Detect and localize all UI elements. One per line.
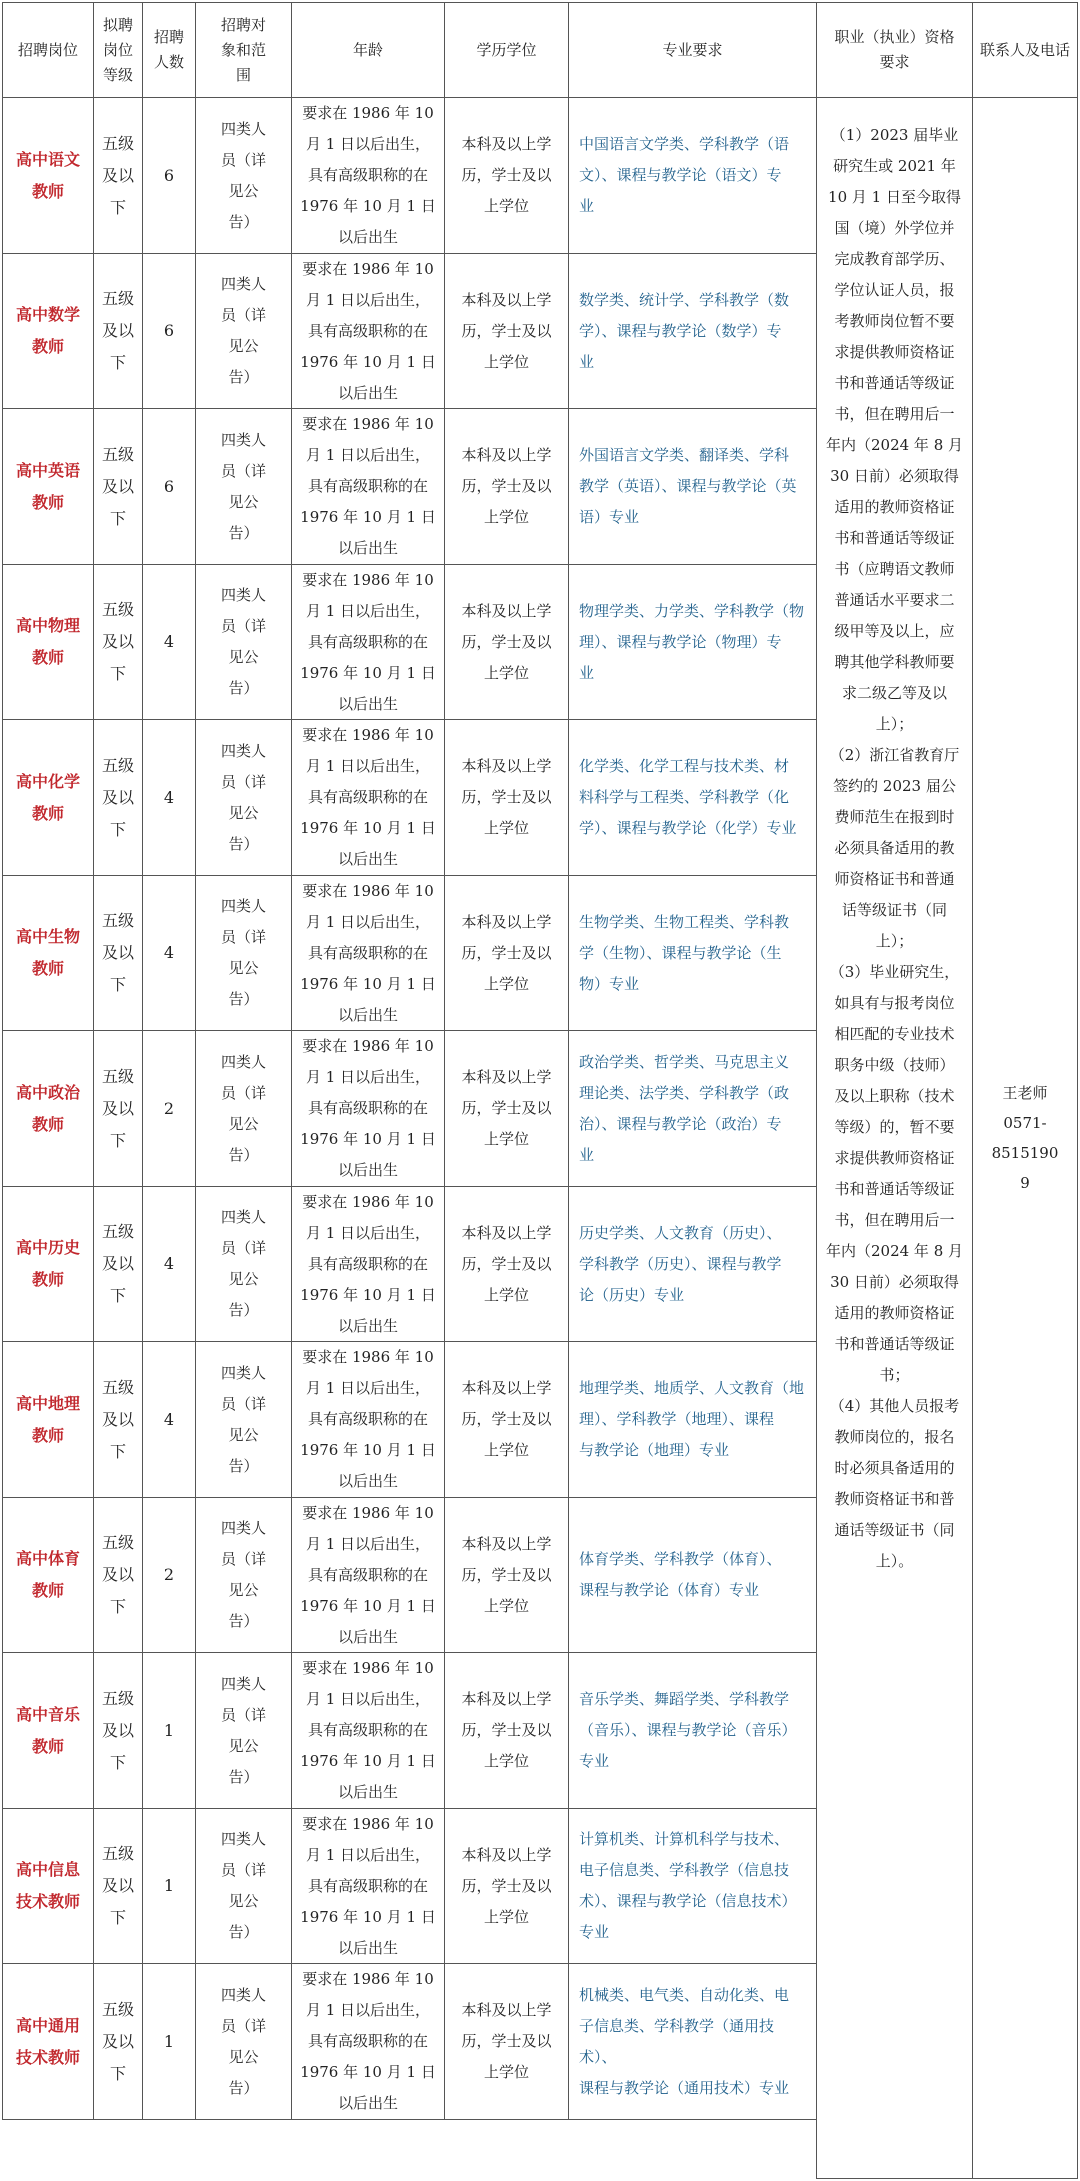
- education-cell: 本科及以上学 历，学士及以 上学位: [444, 875, 569, 1031]
- position-cell: 高中通用 技术教师: [2, 1963, 94, 2120]
- target-cell: 四类人 员（详 见公 告）: [195, 408, 292, 565]
- position-cell: 高中英语 教师: [2, 408, 94, 565]
- target-cell: 四类人 员（详 见公 告）: [195, 253, 292, 409]
- education-cell: 本科及以上学 历，学士及以 上学位: [444, 564, 569, 720]
- target-cell: 四类人 员（详 见公 告）: [195, 1341, 292, 1498]
- header-position: 招聘岗位: [2, 2, 94, 98]
- age-cell: 要求在 1986 年 10 月 1 日以后出生， 具有高级职称的在 1976 年 10 月 1 日 以后出生: [291, 1808, 445, 1964]
- target-cell: 四类人 员（详 见公 告）: [195, 875, 292, 1031]
- level-cell: 五级 及以 下: [93, 875, 143, 1031]
- target-cell: 四类人 员（详 见公 告）: [195, 1030, 292, 1187]
- level-cell: 五级 及以 下: [93, 1030, 143, 1187]
- education-cell: 本科及以上学 历，学士及以 上学位: [444, 408, 569, 565]
- count-cell: 4: [142, 1186, 196, 1342]
- education-cell: 本科及以上学 历，学士及以 上学位: [444, 1808, 569, 1964]
- education-cell: 本科及以上学 历，学士及以 上学位: [444, 1030, 569, 1187]
- major-cell: 外国语言文学类、翻译类、学科 教学（英语）、课程与教学论（英 语）专业: [568, 408, 817, 565]
- education-cell: 本科及以上学 历，学士及以 上学位: [444, 253, 569, 409]
- age-cell: 要求在 1986 年 10 月 1 日以后出生， 具有高级职称的在 1976 年 10 月 1 日 以后出生: [291, 875, 445, 1031]
- position-cell: 高中信息 技术教师: [2, 1808, 94, 1964]
- contact-info: 王老师 0571-8515190 9: [972, 97, 1078, 2179]
- education-cell: 本科及以上学 历，学士及以 上学位: [444, 1186, 569, 1342]
- level-cell: 五级 及以 下: [93, 1808, 143, 1964]
- count-cell: 6: [142, 253, 196, 409]
- education-cell: 本科及以上学 历，学士及以 上学位: [444, 1497, 569, 1653]
- level-cell: 五级 及以 下: [93, 1497, 143, 1653]
- count-cell: 2: [142, 1030, 196, 1187]
- education-cell: 本科及以上学 历，学士及以 上学位: [444, 1341, 569, 1498]
- count-cell: 2: [142, 1497, 196, 1653]
- count-cell: 1: [142, 1808, 196, 1964]
- major-cell: 中国语言文学类、学科教学（语 文）、课程与教学论（语文）专 业: [568, 97, 817, 254]
- target-cell: 四类人 员（详 见公 告）: [195, 1963, 292, 2120]
- major-cell: 化学类、化学工程与技术类、材 料科学与工程类、学科教学（化 学）、课程与教学论（化学）专业: [568, 719, 817, 876]
- age-cell: 要求在 1986 年 10 月 1 日以后出生， 具有高级职称的在 1976 年 10 月 1 日 以后出生: [291, 1030, 445, 1187]
- age-cell: 要求在 1986 年 10 月 1 日以后出生， 具有高级职称的在 1976 年 10 月 1 日 以后出生: [291, 1652, 445, 1809]
- level-cell: 五级 及以 下: [93, 1186, 143, 1342]
- level-cell: 五级 及以 下: [93, 408, 143, 565]
- age-cell: 要求在 1986 年 10 月 1 日以后出生， 具有高级职称的在 1976 年 10 月 1 日 以后出生: [291, 97, 445, 254]
- major-cell: 机械类、电气类、自动化类、电 子信息类、学科教学（通用技术）、 课程与教学论（通用技术）专业: [568, 1963, 817, 2120]
- level-cell: 五级 及以 下: [93, 1341, 143, 1498]
- header-target: 招聘对 象和范 围: [195, 2, 292, 98]
- education-cell: 本科及以上学 历，学士及以 上学位: [444, 1652, 569, 1809]
- header-age: 年龄: [291, 2, 445, 98]
- position-cell: 高中数学 教师: [2, 253, 94, 409]
- count-cell: 4: [142, 564, 196, 720]
- header-contact: 联系人及电话: [972, 2, 1078, 98]
- level-cell: 五级 及以 下: [93, 253, 143, 409]
- major-cell: 政治学类、哲学类、马克思主义 理论类、法学类、学科教学（政 治）、课程与教学论（政治）专 业: [568, 1030, 817, 1187]
- level-cell: 五级 及以 下: [93, 564, 143, 720]
- position-cell: 高中音乐 教师: [2, 1652, 94, 1809]
- recruitment-table: [2, 2, 1078, 2179]
- age-cell: 要求在 1986 年 10 月 1 日以后出生， 具有高级职称的在 1976 年 10 月 1 日 以后出生: [291, 1497, 445, 1653]
- major-cell: 生物学类、生物工程类、学科教 学（生物）、课程与教学论（生 物）专业: [568, 875, 817, 1031]
- target-cell: 四类人 员（详 见公 告）: [195, 1652, 292, 1809]
- major-cell: 音乐学类、舞蹈学类、学科教学 （音乐）、课程与教学论（音乐） 专业: [568, 1652, 817, 1809]
- age-cell: 要求在 1986 年 10 月 1 日以后出生， 具有高级职称的在 1976 年 10 月 1 日 以后出生: [291, 408, 445, 565]
- age-cell: 要求在 1986 年 10 月 1 日以后出生， 具有高级职称的在 1976 年 10 月 1 日 以后出生: [291, 564, 445, 720]
- age-cell: 要求在 1986 年 10 月 1 日以后出生， 具有高级职称的在 1976 年 10 月 1 日 以后出生: [291, 1963, 445, 2120]
- major-cell: 物理学类、力学类、学科教学（物 理）、课程与教学论（物理）专 业: [568, 564, 817, 720]
- header-count: 招聘 人数: [142, 2, 196, 98]
- level-cell: 五级 及以 下: [93, 1963, 143, 2120]
- level-cell: 五级 及以 下: [93, 1652, 143, 1809]
- position-cell: 高中语文 教师: [2, 97, 94, 254]
- count-cell: 4: [142, 719, 196, 876]
- age-cell: 要求在 1986 年 10 月 1 日以后出生， 具有高级职称的在 1976 年 10 月 1 日 以后出生: [291, 253, 445, 409]
- target-cell: 四类人 员（详 见公 告）: [195, 564, 292, 720]
- major-cell: 数学类、统计学、学科教学（数 学）、课程与教学论（数学）专 业: [568, 253, 817, 409]
- major-cell: 体育学类、学科教学（体育）、 课程与教学论（体育）专业: [568, 1497, 817, 1653]
- target-cell: 四类人 员（详 见公 告）: [195, 719, 292, 876]
- education-cell: 本科及以上学 历，学士及以 上学位: [444, 719, 569, 876]
- major-cell: 地理学类、地质学、人文教育（地 理）、学科教学（地理）、课程 与教学论（地理）专业: [568, 1341, 817, 1498]
- education-cell: 本科及以上学 历，学士及以 上学位: [444, 97, 569, 254]
- target-cell: 四类人 员（详 见公 告）: [195, 1186, 292, 1342]
- count-cell: 6: [142, 408, 196, 565]
- target-cell: 四类人 员（详 见公 告）: [195, 97, 292, 254]
- count-cell: 4: [142, 1341, 196, 1498]
- position-cell: 高中物理 教师: [2, 564, 94, 720]
- education-cell: 本科及以上学 历，学士及以 上学位: [444, 1963, 569, 2120]
- position-cell: 高中政治 教师: [2, 1030, 94, 1187]
- position-cell: 高中化学 教师: [2, 719, 94, 876]
- position-cell: 高中生物 教师: [2, 875, 94, 1031]
- header-education: 学历学位: [444, 2, 569, 98]
- header-major: 专业要求: [568, 2, 817, 98]
- count-cell: 6: [142, 97, 196, 254]
- target-cell: 四类人 员（详 见公 告）: [195, 1808, 292, 1964]
- age-cell: 要求在 1986 年 10 月 1 日以后出生， 具有高级职称的在 1976 年 10 月 1 日 以后出生: [291, 1341, 445, 1498]
- position-cell: 高中历史 教师: [2, 1186, 94, 1342]
- qualification-requirements: （1）2023 届毕业 研究生或 2021 年 10 月 1 日至今取得 国（境）外学位并 完成教育部学历、 学位认证人员，报 考教师岗位暂不要 求提供教师资格证 书和普通话等级证 书，但在聘用后一 年内（2024 年 8 月 30 日前）必须取得 适用的教师资格证 书和普通话等级证 书（应聘语文教师 普通话水平要求二 级甲等及以上，应 聘其他学科教师要 求二级乙等及以 上）； （2）浙江省教育厅 签约的 2023 届公 费师范生在报到时 必须具备适用的教 师资格证书和普通 话等级证书（同 上）； （3）毕业研究生， 如具有与报考岗位 相匹配的专业技术 职务中级（技师） 及以上职称（技术 等级）的，暂不要 求提供教师资格证 书和普通话等级证 书，但在聘用后一 年内（2024 年 8 月 30 日前）必须取得 适用的教师资格证 书和普通话等级证 书； （4）其他人员报考 教师岗位的，报名 时必须具备适用的 教师资格证书和普 通话等级证书（同 上）。: [816, 97, 973, 2179]
- major-cell: 计算机类、计算机科学与技术、 电子信息类、学科教学（信息技 术）、课程与教学论（信息技术） 专业: [568, 1808, 817, 1964]
- count-cell: 4: [142, 875, 196, 1031]
- age-cell: 要求在 1986 年 10 月 1 日以后出生， 具有高级职称的在 1976 年 10 月 1 日 以后出生: [291, 719, 445, 876]
- header-qualification: 职业（执业）资格 要求: [816, 2, 973, 98]
- level-cell: 五级 及以 下: [93, 97, 143, 254]
- count-cell: 1: [142, 1652, 196, 1809]
- major-cell: 历史学类、人文教育（历史）、 学科教学（历史）、课程与教学 论（历史）专业: [568, 1186, 817, 1342]
- age-cell: 要求在 1986 年 10 月 1 日以后出生， 具有高级职称的在 1976 年 10 月 1 日 以后出生: [291, 1186, 445, 1342]
- header-level: 拟聘 岗位 等级: [93, 2, 143, 98]
- position-cell: 高中地理 教师: [2, 1341, 94, 1498]
- level-cell: 五级 及以 下: [93, 719, 143, 876]
- target-cell: 四类人 员（详 见公 告）: [195, 1497, 292, 1653]
- count-cell: 1: [142, 1963, 196, 2120]
- position-cell: 高中体育 教师: [2, 1497, 94, 1653]
